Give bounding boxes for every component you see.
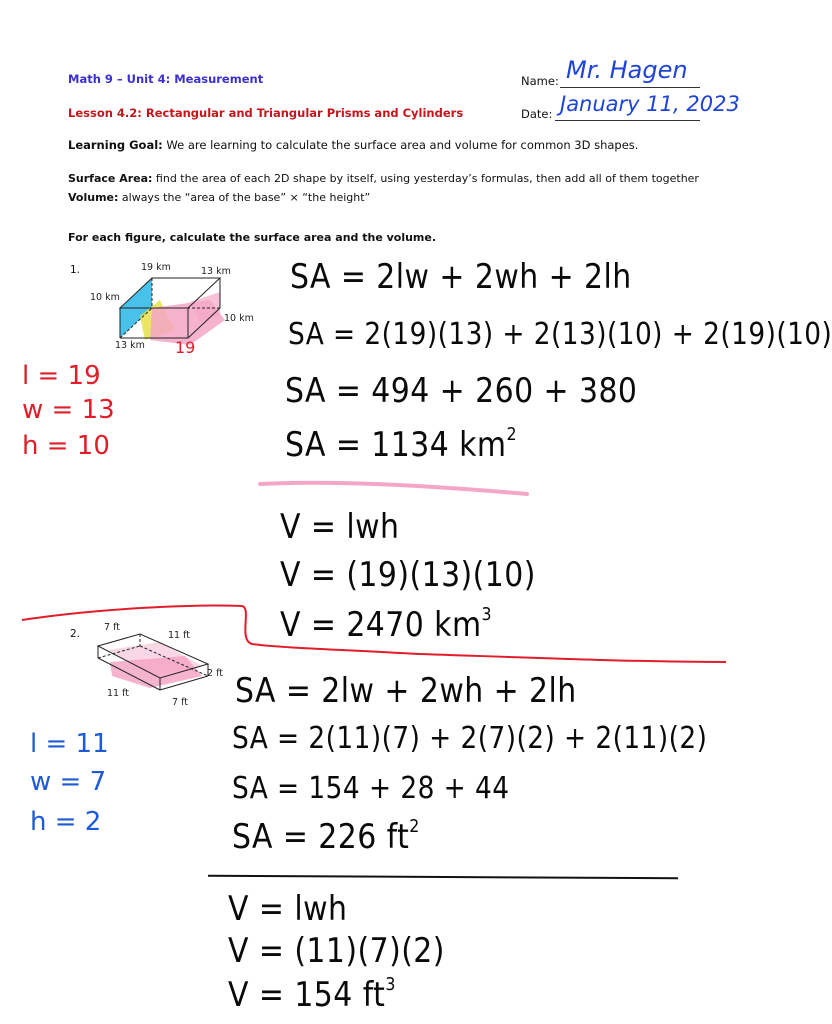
name-signature: Mr. Hagen — [566, 56, 688, 84]
p1-var-w: w = 13 — [22, 395, 115, 425]
p2-v-line1: V = lwh — [228, 889, 348, 929]
date-label: Date: — [521, 107, 553, 121]
p2-label-right: 2 ft — [207, 668, 223, 679]
p1-v-exponent: 3 — [481, 604, 493, 625]
p1-sa-line4 — [285, 426, 517, 464]
p2-sa-exponent: 2 — [409, 816, 420, 837]
p1-v-line1: V = lwh — [280, 507, 400, 547]
goal-text: We are learning to calculate the surface area and volume for common 3D shapes. — [162, 138, 639, 152]
p2-label-top-left: 7 ft — [104, 622, 120, 633]
p1-label-left: 10 km — [90, 292, 120, 303]
problem2-number: 2. — [70, 628, 81, 640]
p2-sa-line4 — [232, 818, 420, 856]
surface-area-definition — [68, 172, 699, 186]
p2-sa-answer: SA = 226 ft — [232, 817, 410, 857]
p2-sa-line1: SA = 2lw + 2wh + 2lh — [235, 671, 577, 711]
instruction: For each figure, calculate the surface area and the volume. — [68, 231, 437, 244]
p1-label-top-right: 13 km — [201, 266, 231, 277]
p1-sa-line2: SA = 2(19)(13) + 2(13)(10) + 2(19)(10) — [288, 317, 832, 352]
p1-v-answer: V = 2470 km — [280, 605, 482, 645]
sa-label: Surface Area: — [68, 172, 153, 185]
p1-var-l: l = 19 — [22, 361, 101, 391]
p2-label-bottom-right: 7 ft — [172, 697, 188, 708]
p2-divider — [208, 875, 678, 879]
lesson-title: Lesson 4.2: Rectangular and Triangular Prisms and Cylinders — [68, 106, 464, 120]
sa-text: find the area of each 2D shape by itself, using yesterday’s formulas, then add all of them together — [152, 172, 699, 185]
problem1-number: 1. — [70, 264, 81, 276]
vol-label: Volume: — [68, 191, 119, 204]
p1-red-mark: 19 — [175, 338, 196, 357]
p1-sa-line3: SA = 494 + 260 + 380 — [285, 371, 638, 411]
p2-var-h: h = 2 — [30, 807, 102, 837]
p2-v-line2: V = (11)(7)(2) — [228, 931, 445, 971]
date-underline — [555, 119, 700, 121]
p1-v-line2: V = (19)(13)(10) — [280, 555, 536, 595]
learning-goal — [68, 138, 638, 152]
p1-label-right: 10 km — [224, 313, 254, 324]
p2-label-bottom-left: 11 ft — [107, 688, 130, 699]
volume-definition — [68, 191, 370, 205]
p2-sa-line2: SA = 2(11)(7) + 2(7)(2) + 2(11)(2) — [232, 721, 708, 756]
p1-sa-exponent: 2 — [506, 424, 518, 445]
p2-label-top-right: 11 ft — [168, 630, 191, 641]
p2-sa-line3: SA = 154 + 28 + 44 — [232, 771, 510, 806]
p1-sa-line1: SA = 2lw + 2wh + 2lh — [290, 257, 632, 297]
goal-label: Learning Goal: — [68, 138, 163, 152]
name-underline — [560, 86, 700, 88]
p2-v-exponent: 3 — [385, 974, 396, 995]
date-handwritten: January 11, 2023 — [560, 92, 740, 116]
p2-v-line3 — [228, 976, 396, 1014]
p2-var-w: w = 7 — [30, 767, 107, 797]
p1-label-bottom: 13 km — [115, 340, 145, 351]
name-label: Name: — [521, 74, 559, 88]
pink-scribble — [110, 656, 202, 688]
vol-text: always the “area of the base” × “the height” — [118, 191, 371, 204]
p1-label-top: 19 km — [141, 262, 171, 273]
p1-pink-divider — [255, 476, 535, 500]
p1-sa-answer: SA = 1134 km — [285, 425, 507, 465]
p2-v-answer: V = 154 ft — [228, 975, 386, 1015]
p2-var-l: l = 11 — [30, 729, 109, 759]
course-title: Math 9 – Unit 4: Measurement — [68, 72, 264, 86]
p1-var-h: h = 10 — [22, 431, 110, 461]
